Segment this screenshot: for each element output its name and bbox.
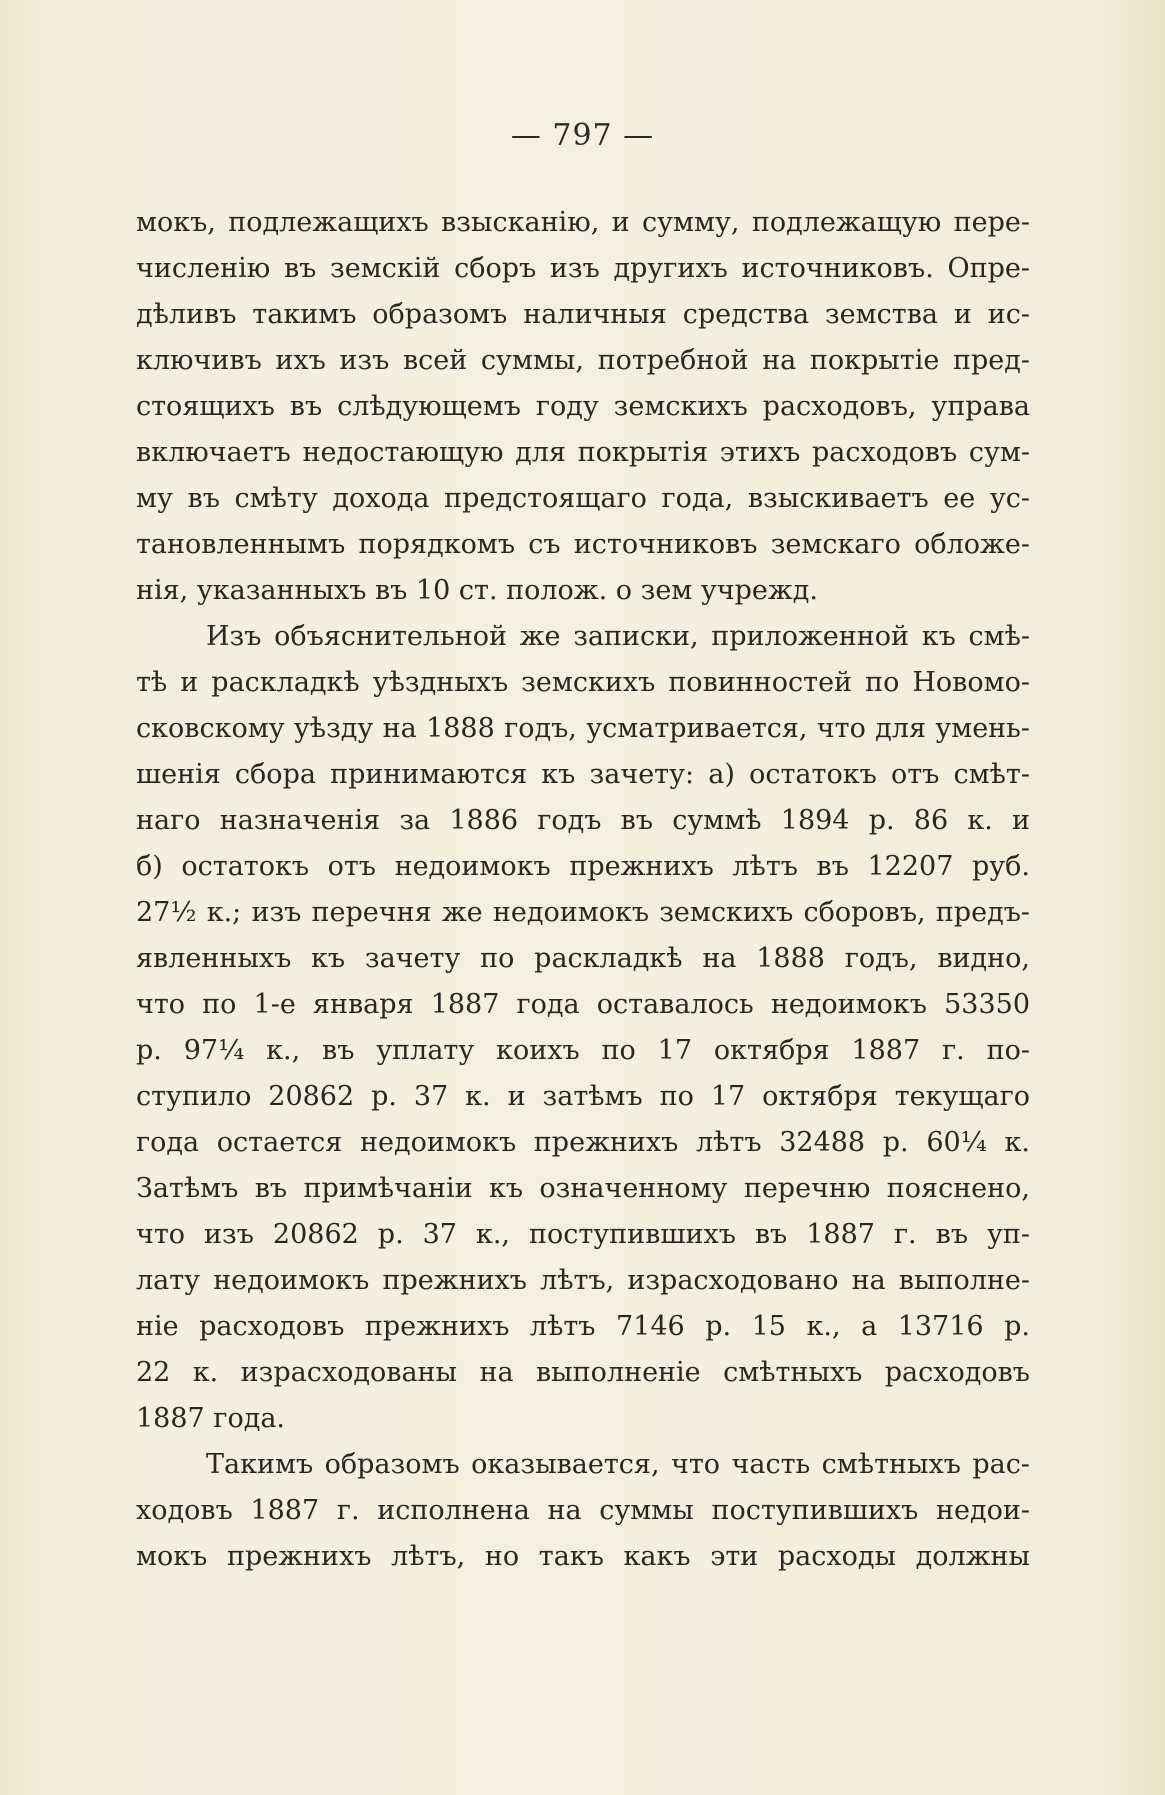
- text-line: численію въ земскій сборъ изъ другихъ источниковъ. Опре-: [136, 253, 1030, 284]
- text-line: что изъ 20862 р. 37 к., поступившихъ въ 1887 г. въ уп-: [136, 1219, 1030, 1250]
- text-line: Затѣмъ въ примѣчаніи къ означенному перечню пояснено,: [136, 1173, 1030, 1204]
- text-line: нія, указанныхъ въ 10 ст. полож. о зем учрежд.: [136, 575, 818, 606]
- text-line: лату недоимокъ прежнихъ лѣтъ, израсходовано на выполне-: [136, 1265, 1030, 1296]
- text-line: му въ смѣту дохода предстоящаго года, взыскиваетъ ее ус-: [136, 483, 1030, 514]
- text-line: б) остатокъ отъ недоимокъ прежнихъ лѣтъ въ 12207 руб.: [136, 851, 1030, 882]
- text-line: явленныхъ къ зачету по раскладкѣ на 1888 годъ, видно,: [136, 943, 1030, 974]
- page-number: — 797 —: [510, 118, 655, 153]
- text-line: что по 1-е января 1887 года оставалось недоимокъ 53350: [136, 989, 1030, 1020]
- text-line: сковскому уѣзду на 1888 годъ, усматривается, что для умень-: [136, 713, 1030, 744]
- text-line: мокъ прежнихъ лѣтъ, но такъ какъ эти расходы должны: [136, 1541, 1030, 1572]
- text-line: тѣ и раскладкѣ уѣздныхъ земскихъ повинностей по Новомо-: [136, 667, 1030, 698]
- text-line: наго назначенія за 1886 годъ въ суммѣ 1894 р. 86 к. и: [136, 805, 1030, 836]
- text-line: шенія сбора принимаются къ зачету: а) остатокъ отъ смѣт-: [136, 759, 1030, 790]
- paragraph-start-line: Такимъ образомъ оказывается, что часть смѣтныхъ рас-: [206, 1449, 1030, 1480]
- text-line: мокъ, подлежащихъ взысканію, и сумму, подлежащую пере-: [136, 207, 1030, 238]
- text-line: ходовъ 1887 г. исполнена на суммы поступившихъ недои-: [136, 1495, 1030, 1526]
- paragraph-start-line: Изъ объяснительной же записки, приложенной къ смѣ-: [206, 621, 1030, 652]
- text-line: ключивъ ихъ изъ всей суммы, потребной на покрытіе пред-: [136, 345, 1030, 376]
- text-line: дѣливъ такимъ образомъ наличныя средства земства и ис-: [136, 299, 1030, 330]
- text-line: года остается недоимокъ прежнихъ лѣтъ 32488 р. 60¼ к.: [136, 1127, 1030, 1158]
- text-line: включаетъ недостающую для покрытія этихъ расходовъ сум-: [136, 437, 1030, 468]
- text-line: 22 к. израсходованы на выполненіе смѣтныхъ расходовъ: [136, 1357, 1030, 1388]
- text-line: тановленнымъ порядкомъ съ источниковъ земскаго обложе-: [136, 529, 1030, 560]
- text-line: ступило 20862 р. 37 к. и затѣмъ по 17 октября текущаго: [136, 1081, 1030, 1112]
- text-line: ніе расходовъ прежнихъ лѣтъ 7146 р. 15 к., а 13716 р.: [136, 1311, 1030, 1342]
- text-line: р. 97¼ к., въ уплату коихъ по 17 октября 1887 г. по-: [136, 1035, 1030, 1066]
- text-line: 27½ к.; изъ перечня же недоимокъ земскихъ сборовъ, предъ-: [136, 897, 1030, 928]
- body-text: [136, 200, 1030, 1580]
- text-line: 1887 года.: [136, 1403, 286, 1434]
- text-line: стоящихъ въ слѣдующемъ году земскихъ расходовъ, управа: [136, 391, 1030, 422]
